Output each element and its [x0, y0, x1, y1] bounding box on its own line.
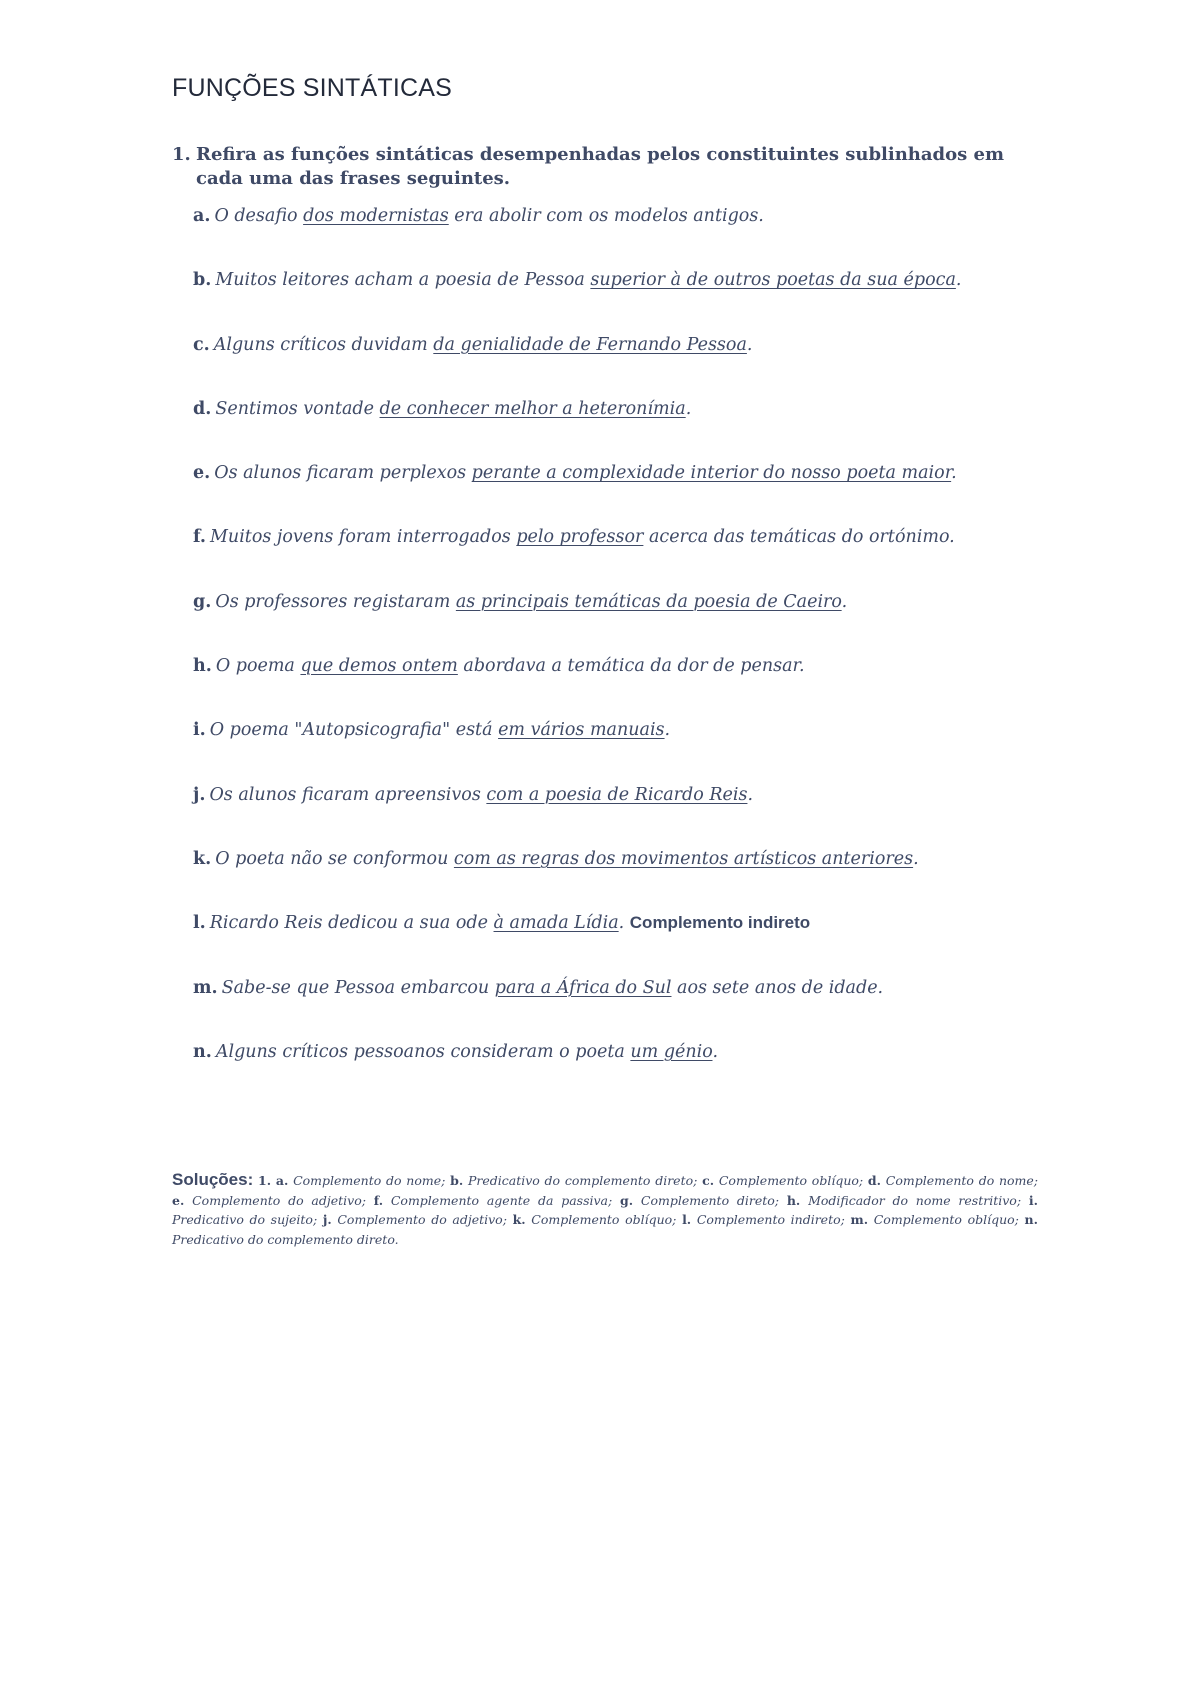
underlined-constituent: as principais temáticas da poesia de Caeiro: [455, 591, 842, 612]
exercise-letter: e.: [193, 463, 211, 484]
sentence-text: .: [951, 463, 957, 484]
sentence-text: .: [913, 848, 919, 869]
exercise-item: [193, 205, 1053, 269]
sentence-text: Muitos jovens foram interrogados: [210, 527, 517, 548]
exercise-letter: j.: [193, 784, 206, 805]
solution-value: Complemento do adjetivo;: [337, 1212, 507, 1227]
solution-value: Complemento oblíquo;: [873, 1212, 1019, 1227]
solution-key: i.: [1028, 1192, 1038, 1208]
solution-key: a.: [275, 1173, 289, 1188]
handwritten-answer: Complemento indireto: [629, 913, 811, 933]
solution-value: Predicativo do complemento direto;: [467, 1173, 698, 1188]
solution-key: f.: [373, 1192, 384, 1208]
sentence-text: Ricardo Reis dedicou a sua ode: [209, 913, 494, 934]
exercise-item: [193, 784, 1053, 848]
sentence-text: .: [746, 334, 753, 355]
solution-key: m.: [850, 1212, 869, 1227]
sentence-text: era abolir com os modelos antigos.: [448, 206, 764, 226]
question-1: [172, 143, 1040, 191]
exercise-list: [193, 205, 1053, 1105]
solution-value: Modificador do nome restritivo;: [808, 1192, 1022, 1208]
underlined-constituent: dos modernistas: [303, 206, 449, 226]
exercise-item: [193, 591, 1053, 655]
question-text: Refira as funções sintáticas desempenhadas pelos constituintes sublinhados em cada uma das frases seguintes.: [196, 144, 1005, 189]
solution-key: k.: [512, 1212, 526, 1227]
solution-key: l.: [682, 1212, 692, 1227]
solution-value: Complemento indireto;: [696, 1212, 845, 1227]
exercise-letter: d.: [193, 398, 212, 419]
exercise-item: [193, 977, 1053, 1041]
exercise-item: [193, 1041, 1053, 1105]
exercise-letter: i.: [193, 720, 206, 741]
sentence-text: .: [747, 784, 754, 805]
solution-value: Predicativo do complemento direto.: [172, 1231, 399, 1247]
solution-value: Predicativo do sujeito;: [172, 1212, 318, 1227]
exercise-letter: a.: [193, 206, 211, 226]
sentence-text: aos sete anos de idade.: [671, 977, 884, 998]
solution-key: b.: [450, 1173, 464, 1188]
exercise-letter: g.: [193, 591, 212, 612]
exercise-letter: b.: [193, 270, 212, 291]
sentence-text: Alguns críticos duvidam: [213, 334, 434, 355]
solution-key: e.: [172, 1192, 185, 1208]
exercise-item: [193, 462, 1053, 526]
solutions-number: 1.: [258, 1173, 272, 1188]
sentence-text: acerca das temáticas do ortónimo.: [643, 527, 955, 548]
sentence-text: Sabe-se que Pessoa embarcou: [221, 977, 495, 998]
sentence-text: abordava a temática da dor de pensar.: [457, 656, 805, 677]
underlined-constituent: pelo professor: [516, 527, 644, 548]
exercise-item: [193, 398, 1053, 462]
sentence-text: .: [685, 398, 692, 419]
sentence-text: Os alunos ficaram apreensivos: [209, 784, 487, 805]
solution-value: Complemento do nome;: [293, 1173, 446, 1188]
sentence-text: Sentimos vontade: [215, 398, 380, 419]
exercise-item: [193, 848, 1053, 912]
sentence-text: Os alunos ficaram perplexos: [214, 463, 472, 484]
solution-value: Complemento agente da passiva;: [390, 1192, 613, 1208]
sentence-text: .: [618, 913, 630, 934]
underlined-constituent: com a poesia de Ricardo Reis: [486, 784, 748, 805]
sentence-text: O poema "Autopsicografia" está: [209, 720, 499, 741]
exercise-item: [193, 912, 1053, 976]
exercise-letter: n.: [193, 1041, 212, 1062]
underlined-constituent: que demos ontem: [300, 656, 458, 677]
underlined-constituent: à amada Lídia: [493, 913, 619, 934]
sentence-text: Os professores registaram: [215, 591, 456, 612]
underlined-constituent: de conhecer melhor a heteronímia: [379, 398, 686, 419]
sentence-text: O poeta não se conformou: [215, 848, 454, 869]
sentence-text: .: [664, 720, 671, 741]
exercise-letter: h.: [193, 656, 212, 677]
exercise-letter: c.: [193, 334, 210, 355]
sentence-text: .: [712, 1041, 719, 1062]
solution-value: Complemento oblíquo;: [531, 1212, 677, 1227]
underlined-constituent: perante a complexidade interior do nosso poeta maior: [471, 463, 952, 484]
sentence-text: O desafio: [214, 206, 304, 226]
question-number: 1.: [172, 144, 191, 165]
solution-key: c.: [702, 1173, 715, 1188]
sentence-text: Muitos leitores acham a poesia de Pessoa: [215, 270, 591, 291]
exercise-item: [193, 655, 1053, 719]
exercise-item: [193, 526, 1053, 590]
sentence-text: .: [955, 270, 962, 291]
underlined-constituent: um génio: [630, 1041, 713, 1062]
exercise-item: [193, 719, 1053, 783]
solution-key: h.: [786, 1192, 801, 1208]
exercise-item: [193, 334, 1053, 398]
solution-value: Complemento do adjetivo;: [192, 1192, 366, 1208]
exercise-item: [193, 269, 1053, 333]
solution-key: j.: [322, 1212, 332, 1227]
solution-key: n.: [1024, 1212, 1038, 1227]
sentence-text: O poema: [215, 656, 301, 677]
exercise-letter: f.: [193, 527, 206, 548]
exercise-letter: k.: [193, 848, 212, 869]
underlined-constituent: em vários manuais: [498, 720, 665, 741]
solution-key: g.: [620, 1192, 634, 1208]
solution-value: Complemento do nome;: [885, 1173, 1039, 1188]
page-title: FUNÇÕES SINTÁTICAS: [172, 74, 453, 102]
exercise-letter: l.: [193, 913, 206, 934]
underlined-constituent: da genialidade de Fernando Pessoa: [433, 334, 747, 355]
solution-key: d.: [867, 1173, 881, 1188]
underlined-constituent: superior à de outros poetas da sua época: [590, 270, 956, 291]
solution-value: Complemento oblíquo;: [718, 1173, 864, 1188]
solution-value: Complemento direto;: [640, 1192, 780, 1208]
solutions-label: Soluções:: [172, 1170, 254, 1189]
underlined-constituent: com as regras dos movimentos artísticos anteriores: [453, 848, 914, 869]
solutions-block: [172, 1170, 1038, 1249]
underlined-constituent: para a África do Sul: [494, 977, 672, 998]
sentence-text: .: [841, 591, 848, 612]
sentence-text: Alguns críticos pessoanos consideram o poeta: [215, 1041, 631, 1062]
exercise-letter: m.: [193, 977, 218, 998]
